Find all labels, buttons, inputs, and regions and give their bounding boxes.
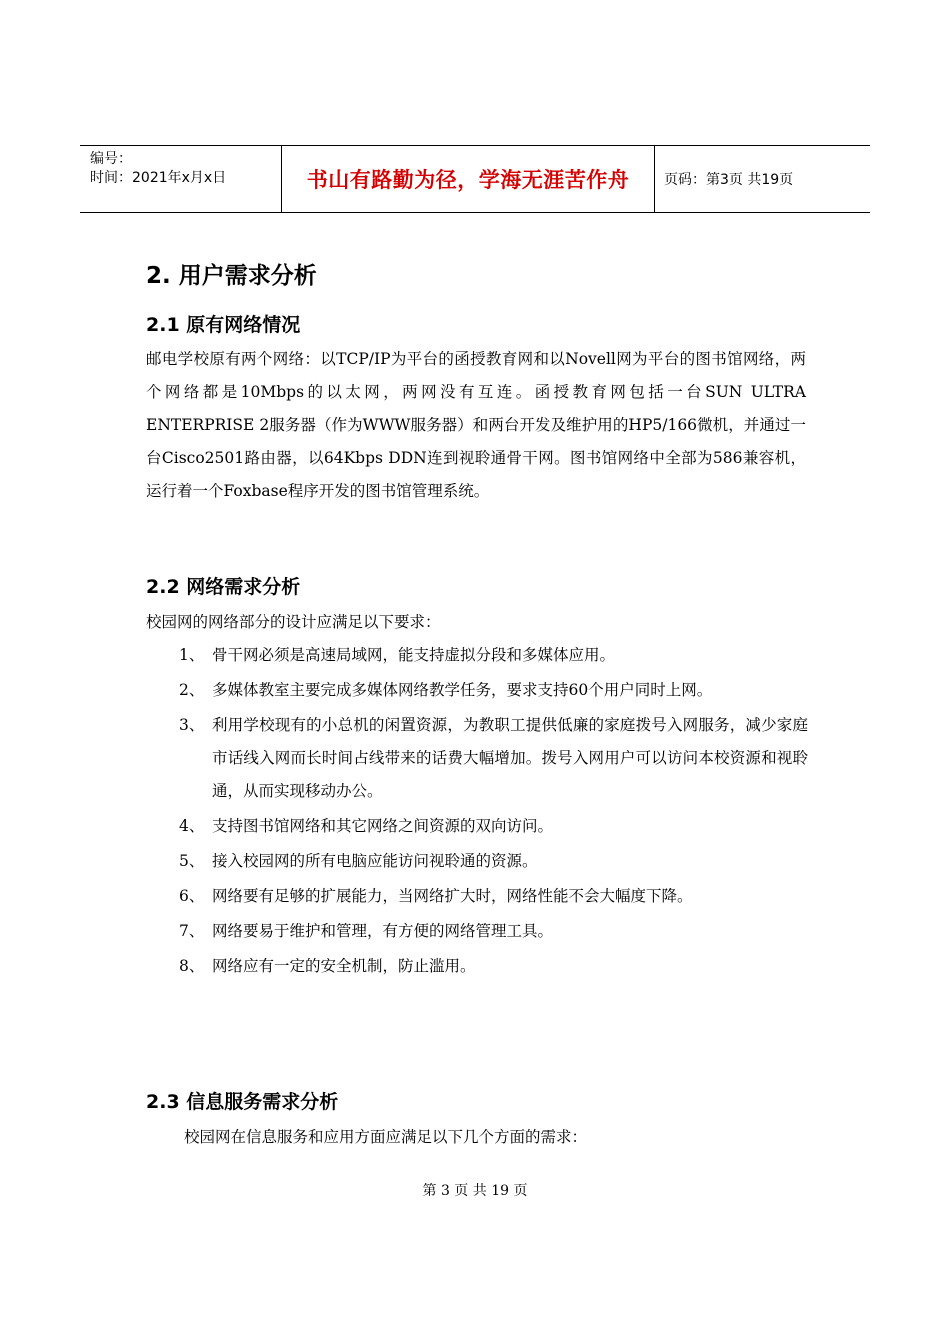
list-number: 7、 — [179, 922, 205, 940]
list-text: 利用学校现有的小总机的闲置资源，为教职工提供低廉的家庭拨号入网服务，减少家庭市话线入网而长时间占线带来的话费大幅增加。拨号入网用户可以访问本校资源和视聆通，从而实现移动办公。 — [212, 716, 808, 800]
list-number: 3、 — [179, 716, 205, 734]
list-text: 网络要有足够的扩展能力，当网络扩大时，网络性能不会大幅度下降。 — [212, 887, 693, 905]
list-item — [146, 639, 808, 672]
list-number: 5、 — [179, 852, 205, 870]
list-text: 骨干网必须是高速局域网，能支持虚拟分段和多媒体应用。 — [212, 646, 616, 664]
list-item — [146, 709, 808, 808]
date-line: 时间：2021年x月x日 — [90, 170, 227, 186]
list-item — [146, 845, 808, 878]
list-number: 2、 — [179, 681, 205, 699]
page-footer: 第 3 页 共 19 页 — [422, 1183, 528, 1199]
section-title: 2. 用户需求分析 — [146, 263, 317, 289]
list-number: 8、 — [179, 957, 205, 975]
subsection-title-2-1: 2.1 原有网络情况 — [146, 314, 301, 336]
list-item — [146, 810, 808, 843]
list-text: 接入校园网的所有电脑应能访问视聆通的资源。 — [212, 852, 538, 870]
paragraph-info-intro: 校园网在信息服务和应用方面应满足以下几个方面的需求： — [184, 1128, 588, 1146]
list-text: 网络应有一定的安全机制，防止滥用。 — [212, 957, 476, 975]
requirements-list — [146, 639, 808, 985]
list-item — [146, 950, 808, 983]
paragraph-existing-network: 邮电学校原有两个网络：以TCP/IP为平台的函授教育网和以Novell网为平台的图书馆网络，两个网络都是10Mbps的以太网，两网没有互连。函授教育网包括一台SUN ULTRA ENTERPRISE 2服务器（作为WWW服务器）和两台开发及维护用的HP5/166微机，并通过一台Cisco2501路由器，以64Kbps DDN连到视聆通骨干网。图书馆网络中全部为586兼容机，运行着一个Foxbase程序开发的图书馆管理系统。 — [146, 350, 806, 500]
header-meta — [80, 146, 281, 212]
list-item — [146, 674, 808, 707]
subsection-title-2-2: 2.2 网络需求分析 — [146, 576, 301, 598]
list-number: 4、 — [179, 817, 205, 835]
list-number: 6、 — [179, 887, 205, 905]
list-text: 多媒体教室主要完成多媒体网络教学任务，要求支持60个用户同时上网。 — [212, 681, 713, 699]
list-item — [146, 880, 808, 913]
header-page-info: 页码：第3页 共19页 — [664, 172, 794, 188]
list-text: 支持图书馆网络和其它网络之间资源的双向访问。 — [212, 817, 554, 835]
header-motto: 书山有路勤为径，学海无涯苦作舟 — [281, 146, 655, 212]
list-text: 网络要易于维护和管理，有方便的网络管理工具。 — [212, 922, 554, 940]
serial-number: 编号： — [90, 151, 132, 167]
document-header — [80, 145, 870, 213]
subsection-title-2-3: 2.3 信息服务需求分析 — [146, 1091, 339, 1113]
list-item — [146, 915, 808, 948]
list-number: 1、 — [179, 646, 205, 664]
paragraph-network-intro: 校园网的网络部分的设计应满足以下要求： — [146, 613, 441, 631]
